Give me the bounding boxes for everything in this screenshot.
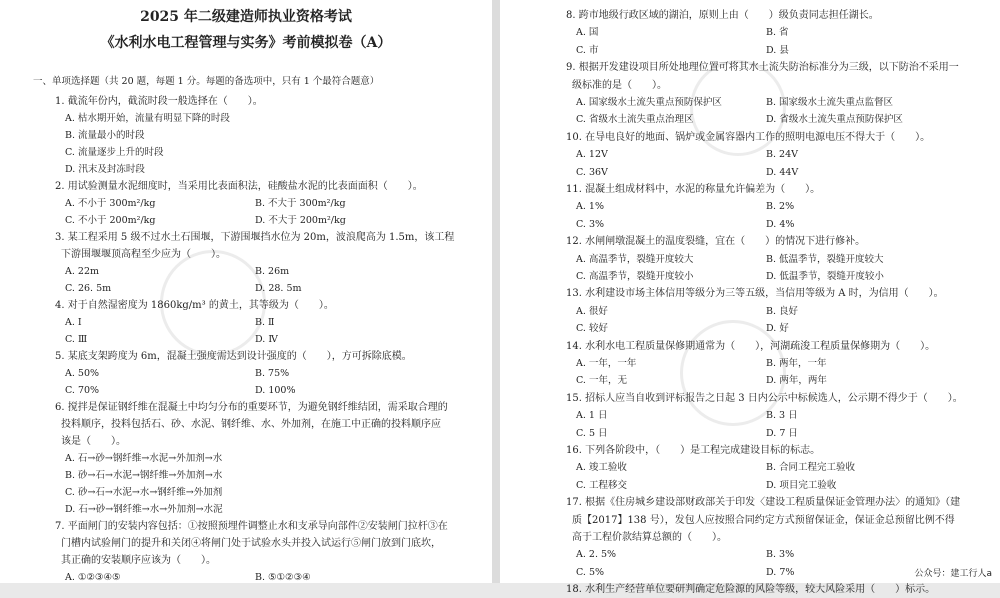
question-stem: 该是（ ）。 [61, 436, 126, 447]
answer-option: A. 12V [576, 149, 608, 161]
answer-option: A. 一年，一年 [576, 358, 637, 369]
answer-option: C. 工程移交 [576, 479, 627, 491]
answer-option: A. 1 日 [576, 410, 608, 422]
question-stem: 10. 在导电良好的地面、锅炉或金属容器内工作的照明电源电压不得大于（ ）。 [566, 131, 931, 143]
question-stem: 6. 搅拌是保证钢纤维在混凝土中均匀分布的重要环节，为避免钢纤维结团，需采取合理的 [55, 402, 448, 413]
answer-option: B. 低温季节，裂缝开度较大 [766, 253, 884, 265]
answer-option: B. 良好 [766, 305, 799, 317]
answer-option: B. 3 日 [766, 410, 798, 422]
question-stem: 下游围堰堰顶高程至少应为（ ）。 [61, 249, 226, 260]
question-stem: 18. 水利生产经营单位要研判确定危险源的风险等级，较大风险采用（ ）标示。 [566, 584, 936, 596]
answer-option: A. 2. 5% [576, 549, 617, 561]
question-stem: 9. 根据开发建设项目所处地理位置可将其水土流失防治标准分为三级，以下防治不采用一 [566, 62, 959, 74]
right-page [500, 0, 1000, 596]
question-stem: 3. 某工程采用 5 级不过水土石围堰，下游围堰挡水位为 20m，波浪爬高为 1.5m，该工程 [55, 232, 455, 243]
answer-option: C. 36V [576, 166, 608, 178]
answer-option: D. 石→砂→钢纤维→水→外加剂→水泥 [65, 504, 223, 515]
question-stem: 4. 对于自然湿密度为 1860kg/m³ 的黄土，其等级为（ ）。 [55, 300, 334, 311]
answer-option: C. 一年，无 [576, 375, 627, 387]
footer-credit: 公众号：建工行人a [914, 569, 992, 579]
answer-option: A. 不小于 300m²/kg [65, 198, 156, 209]
question-stem: 质【2017】138 号），发包人应按照合同约定方式预留保证金，保证金总预留比例不得 [572, 514, 955, 526]
answer-option: C. 70% [65, 385, 100, 396]
answer-option: C. 砂→石→水泥→水→钢纤维→外加剂 [65, 487, 223, 498]
answer-option: D. 汛末及封冻时段 [65, 164, 145, 175]
exam-subtitle: 《水利水电工程管理与实务》考前模拟卷（A） [100, 35, 392, 51]
answer-option: C. 26. 5m [65, 283, 112, 294]
answer-option: D. 县 [766, 44, 789, 56]
answer-option: A. 22m [65, 266, 99, 277]
answer-option: B. 24V [766, 149, 798, 161]
question-stem: 门槽内试验闸门的提升和关闭④将闸门处于试验水头并投入试运行⑤闸门放到门底坎， [61, 538, 441, 549]
question-stem: 7. 平面闸门的安装内容包括：①按照预埋件调整止水和支承导向部件②安装闸门拉杆③在 [55, 521, 448, 532]
answer-option: A. 高温季节，裂缝开度较大 [576, 253, 694, 265]
answer-option: D. 好 [766, 323, 789, 335]
answer-option: C. 不小于 200m²/kg [65, 215, 156, 226]
answer-option: B. ⑤①②③④ [255, 572, 311, 583]
answer-option: C. Ⅲ [65, 334, 88, 345]
answer-option: C. 3% [576, 218, 605, 230]
answer-option: C. 5 日 [576, 427, 608, 439]
answer-option: D. 省级水土流失重点预防保护区 [766, 114, 903, 126]
answer-option: C. 省级水土流失重点治理区 [576, 114, 694, 126]
question-stem: 12. 水闸闸墩混凝土的温度裂缝，宜在（ ）的情况下进行修补。 [566, 236, 866, 248]
answer-option: D. 两年，两年 [766, 375, 827, 387]
answer-option: B. 3% [766, 549, 795, 561]
question-stem: 15. 招标人应当自收到评标报告之日起 3 日内公示中标候选人，公示期不得少于（ ）。 [566, 392, 963, 404]
answer-option: D. 低温季节，裂缝开度较小 [766, 271, 884, 282]
answer-option: D. 7 日 [766, 427, 798, 439]
answer-option: B. 不大于 300m²/kg [255, 198, 346, 209]
answer-option: A. 竣工验收 [576, 462, 627, 474]
answer-option: D. 项目完工验收 [766, 479, 837, 491]
answer-option: B. 75% [255, 368, 290, 379]
answer-option: C. 市 [576, 44, 599, 56]
answer-option: C. 高温季节，裂缝开度较小 [576, 271, 694, 282]
answer-option: D. 28. 5m [255, 283, 302, 294]
answer-option: A. ①②③④⑤ [65, 572, 121, 583]
answer-option: B. 2% [766, 201, 795, 213]
question-stem: 2. 用试验测量水泥细度时，当采用比表面积法，硅酸盐水泥的比表面面积（ ）。 [55, 181, 423, 192]
answer-option: A. 国 [576, 27, 599, 39]
answer-option: A. 国家级水土流失重点预防保护区 [576, 97, 722, 108]
question-stem: 投料顺序，投料包括石、砂、水泥、钢纤维、水、外加剂，在施工中正确的投料顺序应 [61, 419, 441, 430]
answer-option: A. 很好 [576, 305, 608, 317]
answer-option: A. 1% [576, 201, 604, 213]
answer-option: B. 两年，一年 [766, 358, 827, 369]
exam-title: 2025 年二级建造师执业资格考试 [140, 9, 352, 25]
question-stem: 16. 下列各阶段中，（ ）是工程完成建设目标的标志。 [566, 445, 821, 456]
answer-option: C. 流量逐步上升的时段 [65, 147, 164, 158]
answer-option: B. 合同工程完工验收 [766, 462, 856, 474]
answer-option: B. 砂→石→水泥→钢纤维→外加剂→水 [65, 470, 223, 481]
answer-option: A. 石→砂→钢纤维→水泥→外加剂→水 [65, 453, 223, 464]
answer-option: D. 44V [766, 166, 799, 178]
question-stem: 13. 水利建设市场主体信用等级分为三等五级，当信用等级为 A 时，为信用（ ）。 [566, 288, 944, 300]
question-stem: 11. 混凝土组成材料中，水泥的称量允许偏差为（ ）。 [566, 184, 821, 195]
answer-option: A. Ⅰ [65, 317, 82, 328]
question-stem: 17. 根据《住房城乡建设部财政部关于印发〈建设工程质量保证金管理办法〉的通知》（建 [566, 497, 961, 509]
answer-option: A. 50% [65, 368, 100, 379]
question-stem: 其正确的安装顺序应该为（ ）。 [61, 555, 216, 566]
page-gutter [492, 0, 500, 583]
answer-option: D. 不大于 200m²/kg [255, 215, 346, 226]
question-stem: 14. 水利水电工程质量保修期通常为（ ），河湖疏浚工程质量保修期为（ ）。 [566, 340, 936, 352]
answer-option: D. 7% [766, 566, 795, 578]
answer-option: A. 枯水期开始，流量有明显下降的时段 [65, 113, 230, 124]
question-stem: 1. 截流年份内，截流时段一般选择在（ ）。 [55, 96, 263, 107]
answer-option: B. Ⅱ [255, 317, 275, 328]
answer-option: D. 100% [255, 385, 296, 396]
answer-option: B. 流量最小的时段 [65, 130, 145, 141]
left-page [0, 0, 492, 583]
question-stem: 级标准的是（ ）。 [572, 79, 667, 91]
answer-option: B. 省 [766, 27, 789, 39]
answer-option: D. Ⅳ [255, 334, 278, 345]
question-stem: 8. 跨市地级行政区域的湖泊，原则上由（ ）级负责同志担任湖长。 [566, 10, 879, 21]
answer-option: C. 较好 [576, 323, 608, 335]
question-stem: 高于工程价款结算总额的（ ）。 [572, 532, 727, 543]
section-heading: 一、单项选择题（共 20 题，每题 1 分。每题的备选项中，只有 1 个最符合题意） [33, 76, 380, 87]
answer-option: C. 5% [576, 566, 605, 578]
question-stem: 5. 某底支架跨度为 6m，混凝土强度需达到设计强度的（ ），方可拆除底模。 [55, 351, 412, 362]
answer-option: B. 国家级水土流失重点监督区 [766, 97, 894, 108]
answer-option: B. 26m [255, 266, 290, 277]
answer-option: D. 4% [766, 218, 795, 230]
